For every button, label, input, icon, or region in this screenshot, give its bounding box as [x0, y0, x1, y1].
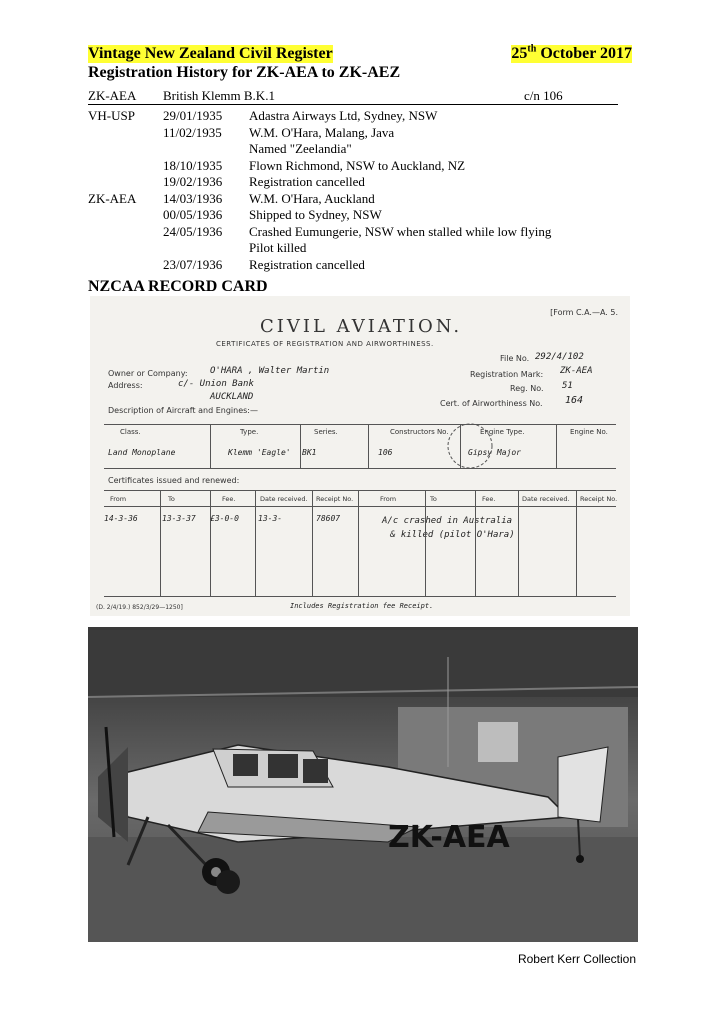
file-value: 292/4/102: [535, 352, 584, 362]
col-divider: [556, 424, 557, 468]
cert-col-header: Fee.: [482, 495, 496, 503]
aircraft-photo: [88, 627, 638, 942]
aircraft-registration: ZK-AEA: [88, 88, 137, 103]
cert-col-header: Date received.: [260, 495, 308, 503]
certificates-label: Certificates issued and renewed:: [108, 476, 240, 485]
history-date: 23/07/1936: [163, 256, 223, 272]
regmark-value: ZK-AEA: [560, 366, 593, 376]
cert-top-rule: [104, 490, 616, 491]
history-reg: VH-USP: [88, 108, 135, 123]
aircraft-registration-marking: ZK-AEA: [388, 820, 510, 855]
document-title: Vintage New Zealand Civil Register: [88, 45, 333, 62]
cert-col-divider: [255, 490, 256, 596]
document-date: [511, 45, 632, 63]
card-col-value: BK1: [302, 448, 317, 457]
history-date: 11/02/1935: [163, 124, 222, 140]
cert-col-header: Receipt No.: [316, 495, 354, 503]
table-top-rule: [104, 424, 616, 425]
card-col-value: Gipsy Major: [468, 448, 521, 457]
file-label: File No.: [500, 354, 530, 363]
table-mid-rule: [104, 468, 616, 469]
cert-col-header: Fee.: [222, 495, 236, 503]
history-event: Adastra Airways Ltd, Sydney, NSW: [249, 108, 438, 123]
address-value: c/- Union Bank: [178, 379, 254, 389]
history-event: W.M. O'Hara, Malang, Java: [249, 124, 395, 140]
cert-col-divider: [312, 490, 313, 596]
cofa-label: Cert. of Airworthiness No.: [440, 399, 543, 408]
history-event: W.M. O'Hara, Auckland: [249, 190, 375, 206]
cert-value: 14-3-36: [104, 514, 138, 523]
aircraft-type: British Klemm B.K.1: [163, 88, 275, 103]
history-event: Named "Zeelandia": [249, 141, 352, 156]
cert-value: 13-3-: [258, 514, 283, 523]
date-rest: October 2017: [540, 45, 632, 62]
city-value: AUCKLAND: [210, 392, 254, 402]
history-date: 29/01/1935: [163, 108, 223, 123]
card-col-value: 106: [378, 448, 393, 457]
cert-value: £3-0-0: [210, 514, 239, 523]
section-title: NZCAA RECORD CARD: [88, 278, 268, 295]
card-footer: (D. 2/4/19.) 852/3/29—1250]: [96, 604, 183, 611]
card-col-header: Constructors No.: [390, 428, 449, 436]
cofa-value: 164: [565, 395, 584, 406]
cert-col-header: From: [380, 495, 397, 503]
history-event: Crashed Eumungerie, NSW when stalled while low flying: [249, 223, 552, 239]
cert-col-header: Date received.: [522, 495, 570, 503]
history-event: Registration cancelled: [249, 256, 365, 272]
card-col-header: Type.: [240, 428, 259, 436]
history-date: 19/02/1936: [163, 174, 223, 189]
cert-col-divider: [518, 490, 519, 596]
construction-number: c/n 106: [524, 88, 563, 103]
cert-value: 13-3-37: [162, 514, 196, 523]
history-date: 24/05/1936: [163, 223, 223, 239]
col-divider: [300, 424, 301, 468]
card-col-header: Engine Type.: [480, 428, 525, 436]
regmark-label: Registration Mark:: [470, 370, 544, 379]
cert-col-divider: [475, 490, 476, 596]
history-date: 00/05/1936: [163, 207, 223, 222]
stamp-mark: [440, 416, 500, 476]
photo-caption: Robert Kerr Collection: [517, 952, 636, 966]
history-event: Shipped to Sydney, NSW: [249, 207, 382, 222]
history-event: Pilot killed: [249, 240, 307, 255]
card-col-value: Land Monoplane: [108, 448, 176, 457]
regno-label: Reg. No.: [510, 384, 544, 393]
header-underline: [88, 104, 618, 105]
handwritten-note-2: & killed (pilot O'Hara): [390, 530, 515, 540]
cert-col-divider: [210, 490, 211, 596]
owner-value: O'HARA , Walter Martin: [210, 366, 330, 376]
card-footer-note: Includes Registration fee Receipt.: [290, 602, 434, 610]
cert-col-header: To: [430, 495, 437, 503]
cert-col-header: From: [110, 495, 127, 503]
cert-col-divider: [425, 490, 426, 596]
card-heading: CIVIL AVIATION.: [260, 316, 463, 337]
cert-value: 78607: [316, 514, 341, 523]
history-event: Flown Richmond, NSW to Auckland, NZ: [249, 157, 466, 173]
aircraft-photo-image: [88, 627, 638, 942]
description-label: Description of Aircraft and Engines:—: [108, 406, 258, 415]
history-reg: ZK-AEA: [88, 190, 137, 206]
col-divider: [368, 424, 369, 468]
history-date: 14/03/1936: [163, 190, 223, 206]
card-form-number: [Form C.A.—A. 5.: [550, 308, 618, 317]
history-date: 18/10/1935: [163, 157, 223, 173]
cert-col-divider: [160, 490, 161, 596]
address-label: Address:: [108, 381, 143, 390]
document-subtitle: Registration History for ZK-AEA to ZK-AEZ: [88, 64, 401, 81]
handwritten-note-1: A/c crashed in Australia: [382, 516, 513, 526]
cert-header-rule: [104, 506, 616, 507]
card-subheading: CERTIFICATES OF REGISTRATION AND AIRWORTHINESS.: [216, 340, 434, 348]
owner-label: Owner or Company:: [108, 369, 188, 378]
card-col-header: Engine No.: [570, 428, 608, 436]
card-col-header: Series.: [314, 428, 338, 436]
col-divider: [210, 424, 211, 468]
cert-bottom-rule: [104, 596, 616, 597]
record-card: [90, 296, 630, 616]
regno-value: 51: [562, 381, 573, 391]
cert-col-divider: [358, 490, 359, 596]
date-day: 25: [511, 45, 528, 62]
card-col-value: Klemm 'Eagle': [228, 448, 291, 457]
history-event: Registration cancelled: [249, 174, 365, 189]
card-col-header: Class.: [120, 428, 141, 436]
cert-col-divider: [576, 490, 577, 596]
cert-col-header: To: [168, 495, 175, 503]
date-suffix: th: [527, 43, 537, 55]
cert-col-header: Receipt No.: [580, 495, 618, 503]
